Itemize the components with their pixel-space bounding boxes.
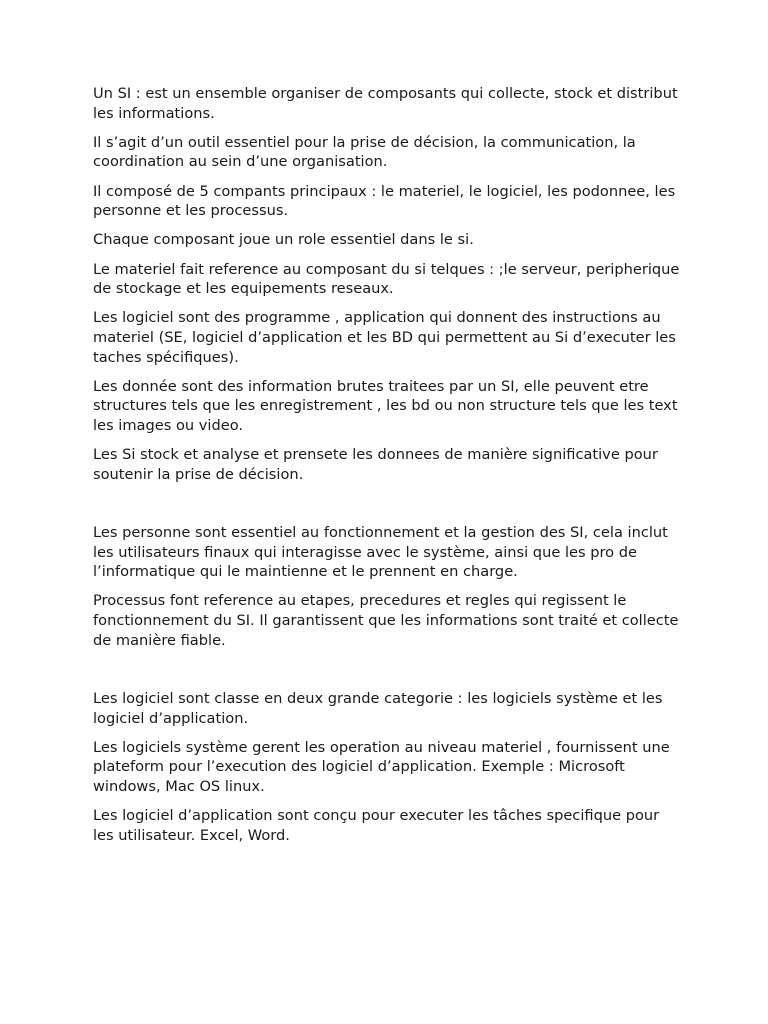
paragraph-processes: Processus font reference au etapes, precedures et regles qui regissent le fonctionnement du SI. Il garantissent que les informations sont traité et collecte de manière fiable. [93,592,679,649]
paragraph-data: Les donnée sont des information brutes traitees par un SI, elle peuvent etre structures tels que les enregistrement , les bd ou non structure tels que les text les images ou video. [93,377,678,434]
paragraph-hardware: Le materiel fait reference au composant du si telques : ;le serveur, peripherique de stockage et les equipements reseaux. [93,260,680,298]
paragraph-component-role: Chaque composant joue un role essentiel dans le si. [93,231,474,249]
paragraph-software-categories: Les logiciel sont classe en deux grande categorie : les logiciels système et les logiciel d’application. [93,689,663,727]
paragraph-system-software: Les logiciels système gerent les operation au niveau materiel , fournissent une plateform pour l’execution des logiciel d’application. Exemple : Microsoft windows, Mac OS linux. [93,738,670,795]
document-page [93,84,683,855]
paragraph-people: Les personne sont essentiel au fonctionnement et la gestion des SI, cela inclut les utilisateurs finaux qui interagisse avec le système, ainsi que les pro de l’informatique qui le maintienne et le prennent en charge. [93,524,668,581]
blank-line [93,660,683,689]
paragraph-data-analysis: Les Si stock et analyse et prensete les donnees de manière significative pour soutenir la prise de décision. [93,446,658,483]
paragraph-si-purpose: Il s’agit d’un outil essentiel pour la prise de décision, la communication, la coordination au sein d’une organisation. [93,133,636,171]
paragraph-application-software: Les logiciel d’application sont conçu pour executer les tâches specifique pour les utilisateur. Excel, Word. [93,807,660,844]
paragraph-software: Les logiciel sont des programme , application qui donnent des instructions au materiel (SE, logiciel d’application et les BD qui permettent au Si d’executer les taches spécifiques). [93,309,676,366]
blank-line [93,494,683,523]
paragraph-components: Il composé de 5 compants principaux : le materiel, le logiciel, les podonnee, les personne et les processus. [93,182,676,220]
paragraph-si-definition: Un SI : est un ensemble organiser de composants qui collecte, stock et distribut les informations. [93,85,678,122]
